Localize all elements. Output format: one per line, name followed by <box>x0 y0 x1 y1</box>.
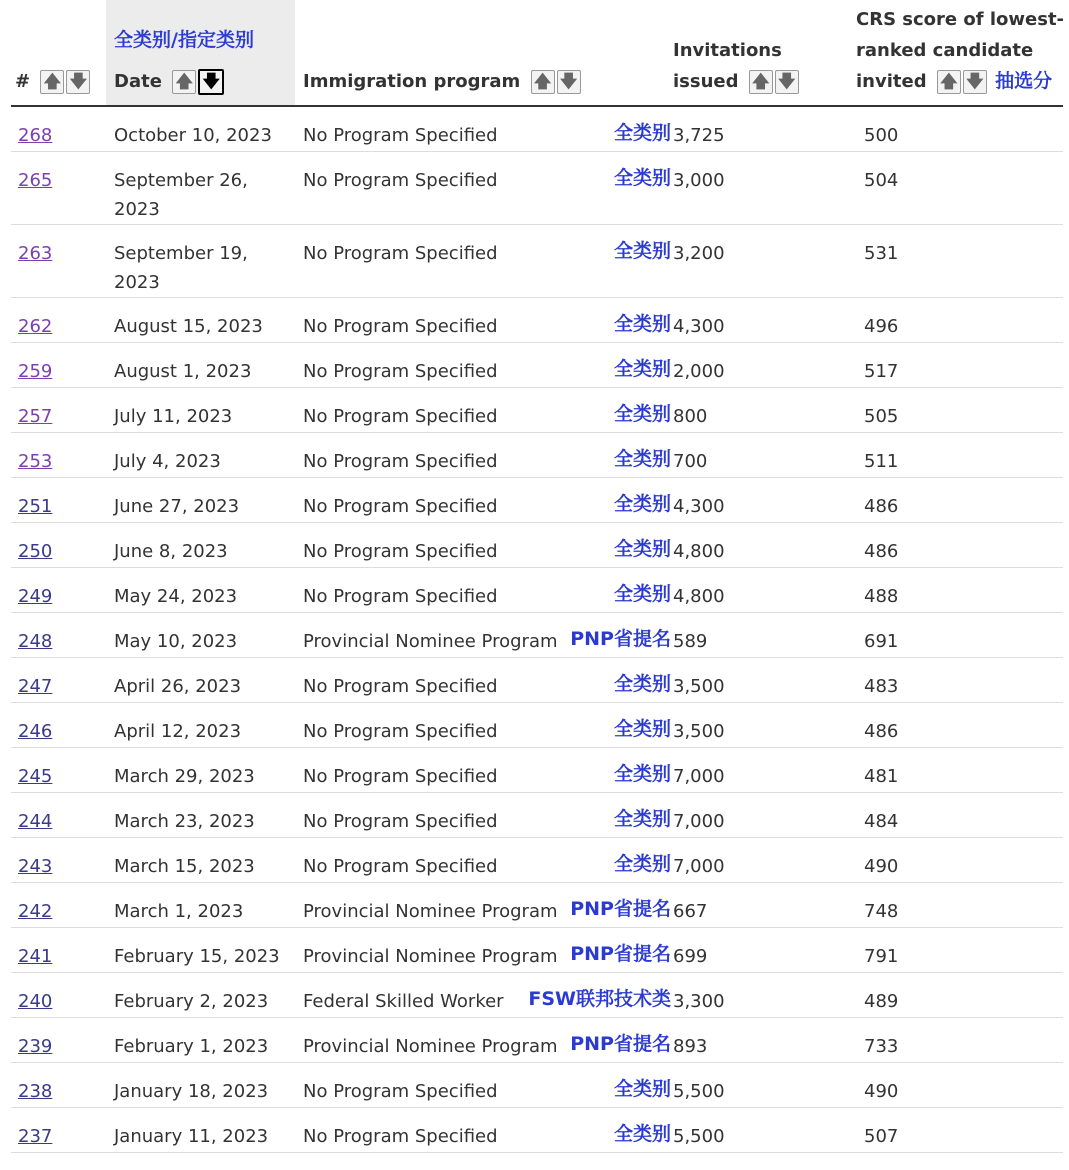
cell-program <box>295 387 673 432</box>
cell-invitations: 667 <box>673 882 856 927</box>
header-date <box>106 0 295 106</box>
sort-descending-icon[interactable]: 🡇 <box>963 70 987 94</box>
cell-date: February 1, 2023 <box>106 1017 295 1062</box>
cell-number <box>11 702 106 747</box>
sort-ascending-icon[interactable]: 🡅 <box>531 70 555 94</box>
cell-crs-score: 496 <box>856 297 1063 342</box>
sort-ascending-icon[interactable]: 🡅 <box>172 70 196 94</box>
program-name: No Program Specified <box>303 450 498 472</box>
draw-number-link[interactable]: 246 <box>18 720 53 742</box>
program-name: No Program Specified <box>303 495 498 517</box>
cell-crs-score: 486 <box>856 702 1063 747</box>
header-invitations-line1: Invitations <box>673 39 782 61</box>
sort-ascending-icon[interactable]: 🡅 <box>937 70 961 94</box>
draw-number-link[interactable]: 250 <box>18 540 53 562</box>
sort-descending-icon[interactable]: 🡇 <box>557 70 581 94</box>
draw-number-link[interactable]: 253 <box>18 450 53 472</box>
program-name: No Program Specified <box>303 810 498 832</box>
cell-crs-score: 500 <box>856 106 1063 151</box>
draws-table-container <box>11 0 1063 1153</box>
cell-crs-score: 504 <box>856 151 1063 224</box>
cell-invitations: 3,500 <box>673 702 856 747</box>
cell-date: March 1, 2023 <box>106 882 295 927</box>
cell-invitations: 4,800 <box>673 567 856 612</box>
table-row <box>11 972 1063 1017</box>
draw-number-link[interactable]: 251 <box>18 495 53 517</box>
draw-number-link[interactable]: 268 <box>18 125 53 146</box>
cell-invitations: 893 <box>673 1017 856 1062</box>
header-crs-line2: ranked candidate <box>856 39 1034 61</box>
cell-date: January 18, 2023 <box>106 1062 295 1107</box>
cell-number <box>11 151 106 224</box>
draw-number-link[interactable]: 257 <box>18 405 53 427</box>
cell-crs-score: 531 <box>856 224 1063 297</box>
cell-number <box>11 477 106 522</box>
cell-program <box>295 432 673 477</box>
category-zh-annotation: PNP省提名 <box>570 1032 671 1055</box>
program-name: No Program Specified <box>303 169 498 191</box>
table-row <box>11 432 1063 477</box>
category-zh-annotation: 全类别 <box>613 762 671 785</box>
cell-invitations: 3,000 <box>673 151 856 224</box>
table-row <box>11 567 1063 612</box>
cell-number <box>11 612 106 657</box>
cell-program <box>295 1062 673 1107</box>
category-zh-annotation: 全类别 <box>613 717 671 740</box>
sort-ascending-icon[interactable]: 🡅 <box>749 70 773 94</box>
category-zh-annotation: FSW联邦技术类 <box>528 987 671 1010</box>
table-row <box>11 151 1063 224</box>
cell-program <box>295 612 673 657</box>
draw-number-link[interactable]: 245 <box>18 765 53 787</box>
cell-number <box>11 297 106 342</box>
draw-number-link[interactable]: 239 <box>18 1035 53 1057</box>
header-crs-line3: invited <box>856 70 927 92</box>
cell-program <box>295 297 673 342</box>
cell-invitations: 3,200 <box>673 224 856 297</box>
cell-number <box>11 747 106 792</box>
draw-number-link[interactable]: 265 <box>18 169 53 191</box>
cell-date: March 15, 2023 <box>106 837 295 882</box>
draw-number-link[interactable]: 244 <box>18 810 53 832</box>
draw-number-link[interactable]: 240 <box>18 990 53 1012</box>
program-name: No Program Specified <box>303 585 498 607</box>
sort-controls-date <box>172 66 226 97</box>
table-row <box>11 1017 1063 1062</box>
table-row <box>11 387 1063 432</box>
header-number-label: # <box>15 70 31 92</box>
table-row <box>11 747 1063 792</box>
sort-controls-program <box>531 66 583 97</box>
header-number <box>11 0 106 106</box>
table-row <box>11 612 1063 657</box>
cell-program <box>295 1017 673 1062</box>
header-invitations <box>673 0 856 106</box>
cell-number <box>11 522 106 567</box>
cell-date: May 24, 2023 <box>106 567 295 612</box>
draw-number-link[interactable]: 259 <box>18 360 53 382</box>
table-header-row <box>11 0 1063 106</box>
cell-number <box>11 432 106 477</box>
program-name: No Program Specified <box>303 540 498 562</box>
program-name: Provincial Nominee Program <box>303 1035 558 1057</box>
table-row <box>11 297 1063 342</box>
program-name: No Program Specified <box>303 1080 498 1102</box>
table-row <box>11 106 1063 151</box>
program-name: No Program Specified <box>303 855 498 877</box>
program-name: No Program Specified <box>303 765 498 787</box>
cell-number <box>11 792 106 837</box>
draw-number-link[interactable]: 237 <box>18 1125 53 1147</box>
cell-number <box>11 1062 106 1107</box>
cell-program <box>295 522 673 567</box>
cell-program <box>295 151 673 224</box>
program-name: No Program Specified <box>303 360 498 382</box>
draw-number-link[interactable]: 242 <box>18 900 53 922</box>
cell-crs-score: 507 <box>856 1107 1063 1152</box>
program-name: No Program Specified <box>303 675 498 697</box>
cell-crs-score: 733 <box>856 1017 1063 1062</box>
table-row <box>11 342 1063 387</box>
table-body <box>11 106 1063 1152</box>
program-name: No Program Specified <box>303 125 498 146</box>
category-zh-annotation: 全类别 <box>613 807 671 830</box>
table-row <box>11 702 1063 747</box>
cell-invitations: 4,300 <box>673 297 856 342</box>
cell-crs-score: 490 <box>856 837 1063 882</box>
cell-crs-score: 488 <box>856 567 1063 612</box>
program-name: Provincial Nominee Program <box>303 630 558 652</box>
table-row <box>11 477 1063 522</box>
cell-date: October 10, 2023 <box>106 106 295 151</box>
program-name: No Program Specified <box>303 315 498 337</box>
draw-number-link[interactable]: 249 <box>18 585 53 607</box>
sort-descending-icon[interactable]: 🡇 <box>775 70 799 94</box>
cell-date: February 15, 2023 <box>106 927 295 972</box>
cell-crs-score: 490 <box>856 1062 1063 1107</box>
cell-date: June 8, 2023 <box>106 522 295 567</box>
cell-date: August 15, 2023 <box>106 297 295 342</box>
draw-number-link[interactable]: 262 <box>18 315 53 337</box>
cell-crs-score: 517 <box>856 342 1063 387</box>
cell-program <box>295 657 673 702</box>
program-name: Provincial Nominee Program <box>303 945 558 967</box>
program-name: No Program Specified <box>303 242 498 264</box>
cell-number <box>11 882 106 927</box>
cell-crs-score: 486 <box>856 477 1063 522</box>
category-zh-annotation: 全类别 <box>613 852 671 875</box>
cell-program <box>295 224 673 297</box>
cell-date: May 10, 2023 <box>106 612 295 657</box>
cell-date: February 2, 2023 <box>106 972 295 1017</box>
cell-program <box>295 747 673 792</box>
cell-date: January 11, 2023 <box>106 1107 295 1152</box>
cell-invitations: 3,300 <box>673 972 856 1017</box>
category-zh-annotation: 全类别 <box>613 239 671 262</box>
draw-number-link[interactable]: 247 <box>18 675 53 697</box>
cell-crs-score: 489 <box>856 972 1063 1017</box>
draw-number-link[interactable]: 248 <box>18 630 53 652</box>
header-crs <box>856 0 1063 106</box>
table-row <box>11 882 1063 927</box>
cell-program <box>295 342 673 387</box>
cell-crs-score: 486 <box>856 522 1063 567</box>
cell-invitations: 7,000 <box>673 747 856 792</box>
cell-invitations: 4,800 <box>673 522 856 567</box>
header-crs-line1: CRS score of lowest- <box>856 8 1065 30</box>
table-row <box>11 792 1063 837</box>
category-zh-annotation: PNP省提名 <box>570 942 671 965</box>
sort-controls-number <box>40 66 92 97</box>
cell-date: April 26, 2023 <box>106 657 295 702</box>
category-zh-annotation: 全类别 <box>613 492 671 515</box>
cell-number <box>11 224 106 297</box>
header-program-label: Immigration program <box>303 70 521 92</box>
cell-number <box>11 387 106 432</box>
table-row <box>11 657 1063 702</box>
program-name: Federal Skilled Worker <box>303 990 504 1012</box>
cell-date: July 11, 2023 <box>106 387 295 432</box>
sort-descending-icon[interactable]: 🡇 <box>198 69 224 95</box>
cell-program <box>295 927 673 972</box>
cell-date: August 1, 2023 <box>106 342 295 387</box>
cell-program <box>295 1107 673 1152</box>
cell-invitations: 7,000 <box>673 837 856 882</box>
category-zh-annotation: 全类别 <box>613 1122 671 1145</box>
category-zh-annotation: 全类别 <box>613 672 671 695</box>
cell-number <box>11 927 106 972</box>
cell-invitations: 699 <box>673 927 856 972</box>
cell-invitations: 4,300 <box>673 477 856 522</box>
header-date-label: Date <box>114 70 162 92</box>
category-zh-annotation: 全类别 <box>613 312 671 335</box>
header-invitations-line2: issued <box>673 70 739 92</box>
cell-program <box>295 567 673 612</box>
cell-crs-score: 483 <box>856 657 1063 702</box>
draw-number-link[interactable]: 241 <box>18 945 53 967</box>
header-crs-zh-annotation: 抽选分 <box>995 69 1053 92</box>
cell-program <box>295 702 673 747</box>
cell-crs-score: 481 <box>856 747 1063 792</box>
category-zh-annotation: 全类别 <box>613 447 671 470</box>
sort-controls-invitations <box>749 66 801 97</box>
sort-ascending-icon[interactable]: 🡅 <box>40 70 64 94</box>
program-name: No Program Specified <box>303 720 498 742</box>
header-date-zh-annotation: 全类别/指定类别 <box>114 28 254 51</box>
cell-date: September 19, 2023 <box>106 224 295 297</box>
cell-date: March 29, 2023 <box>106 747 295 792</box>
cell-number <box>11 972 106 1017</box>
cell-program <box>295 972 673 1017</box>
table-row <box>11 522 1063 567</box>
category-zh-annotation: 全类别 <box>613 357 671 380</box>
cell-number <box>11 1107 106 1152</box>
cell-number <box>11 106 106 151</box>
cell-crs-score: 791 <box>856 927 1063 972</box>
cell-program <box>295 837 673 882</box>
cell-date: July 4, 2023 <box>106 432 295 477</box>
cell-invitations: 2,000 <box>673 342 856 387</box>
category-zh-annotation: 全类别 <box>613 122 671 144</box>
cell-date: March 23, 2023 <box>106 792 295 837</box>
draw-number-link[interactable]: 238 <box>18 1080 53 1102</box>
category-zh-annotation: 全类别 <box>613 166 671 189</box>
cell-crs-score: 484 <box>856 792 1063 837</box>
sort-descending-icon[interactable]: 🡇 <box>66 70 90 94</box>
table-row <box>11 1107 1063 1152</box>
table-row <box>11 224 1063 297</box>
cell-crs-score: 748 <box>856 882 1063 927</box>
sort-controls-crs <box>937 66 989 97</box>
category-zh-annotation: 全类别 <box>613 582 671 605</box>
cell-invitations: 589 <box>673 612 856 657</box>
cell-invitations: 800 <box>673 387 856 432</box>
table-row <box>11 837 1063 882</box>
cell-number <box>11 342 106 387</box>
cell-crs-score: 505 <box>856 387 1063 432</box>
program-name: No Program Specified <box>303 405 498 427</box>
cell-number <box>11 567 106 612</box>
category-zh-annotation: PNP省提名 <box>570 897 671 920</box>
cell-program <box>295 106 673 151</box>
draw-number-link[interactable]: 243 <box>18 855 53 877</box>
draw-number-link[interactable]: 263 <box>18 242 53 264</box>
cell-number <box>11 837 106 882</box>
cell-invitations: 700 <box>673 432 856 477</box>
category-zh-annotation: PNP省提名 <box>570 627 671 650</box>
cell-program <box>295 477 673 522</box>
cell-invitations: 5,500 <box>673 1107 856 1152</box>
category-zh-annotation: 全类别 <box>613 1077 671 1100</box>
table-row <box>11 1062 1063 1107</box>
cell-invitations: 5,500 <box>673 1062 856 1107</box>
cell-number <box>11 1017 106 1062</box>
express-entry-draws-table <box>11 0 1063 1153</box>
header-program <box>295 0 673 106</box>
cell-invitations: 7,000 <box>673 792 856 837</box>
category-zh-annotation: 全类别 <box>613 402 671 425</box>
cell-date: September 26, 2023 <box>106 151 295 224</box>
cell-crs-score: 511 <box>856 432 1063 477</box>
category-zh-annotation: 全类别 <box>613 537 671 560</box>
cell-date: April 12, 2023 <box>106 702 295 747</box>
program-name: No Program Specified <box>303 1125 498 1147</box>
cell-program <box>295 792 673 837</box>
table-row <box>11 927 1063 972</box>
cell-invitations: 3,725 <box>673 106 856 151</box>
cell-invitations: 3,500 <box>673 657 856 702</box>
program-name: Provincial Nominee Program <box>303 900 558 922</box>
cell-crs-score: 691 <box>856 612 1063 657</box>
cell-program <box>295 882 673 927</box>
cell-date: June 27, 2023 <box>106 477 295 522</box>
cell-number <box>11 657 106 702</box>
